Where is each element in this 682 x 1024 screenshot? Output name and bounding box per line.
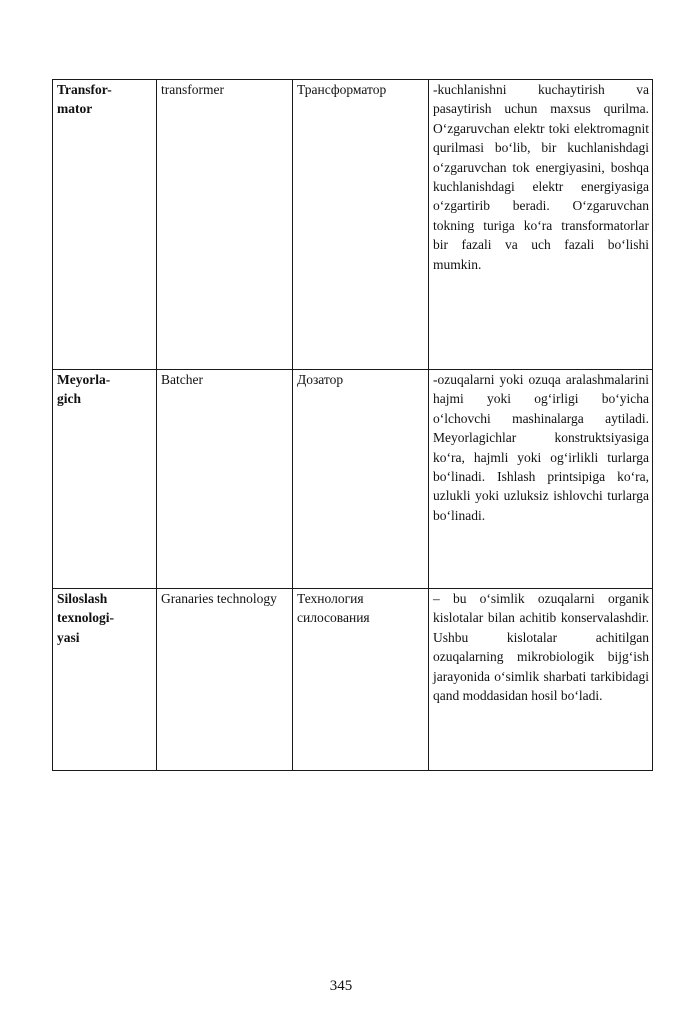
english-cell: transformer (157, 80, 293, 370)
term-cell (53, 80, 157, 370)
term-cell (53, 370, 157, 589)
glossary-table (52, 79, 653, 771)
term-text: Siloslash texnologi- yasi (57, 591, 114, 645)
russian-cell: Технология силосования (293, 589, 429, 771)
definition-cell: -ozuqalarni yoki ozuqa aralashmalarini hajmi yoki og‘irligi bo‘yicha o‘lchovchi mashinalarga aytiladi. Meyorlagichlar konstruktsiyasiga ko‘ra, hajmli yoki og‘irlikli turlarga bo‘linadi. Ishlash printsipiga ko‘ra, uzlukli yoki uzluksiz ishlovchi turlarga bo‘linadi. (429, 370, 653, 589)
page-number: 345 (329, 978, 353, 994)
definition-cell: -kuchlanishni kuchaytirish va pasaytirish uchun maxsus qurilma. O‘zgaruvchan elektr toki elektromagnit qurilmasi bo‘lib, bir kuchlanishdagi o‘zgaruvchan tok energiyasini, boshqa kuchlanishdagi elektr energiyasiga o‘zgartirib beradi. O‘zgaruvchan tokning turiga ko‘ra transformatorlar bir fazali va uch fazali bo‘lishi mumkin. (429, 80, 653, 370)
term-text: Meyorla- gich (57, 372, 111, 407)
table-row (53, 80, 653, 370)
table-row (53, 370, 653, 589)
term-cell (53, 589, 157, 771)
term-text: Transfor- mator (57, 82, 112, 117)
table-row (53, 589, 653, 771)
russian-cell: Дозатор (293, 370, 429, 589)
english-cell: Batcher (157, 370, 293, 589)
definition-cell: – bu o‘simlik ozuqalarni organik kislotalar bilan achitib konservalashdir. Ushbu kislotalar achitilgan ozuqalarning mikrobiologik bijg‘ish jarayonida o‘simlik sharbati tarkibidagi qand moddasidan hosil bo‘ladi. (429, 589, 653, 771)
russian-cell: Трансформатор (293, 80, 429, 370)
english-cell: Granaries technology (157, 589, 293, 771)
